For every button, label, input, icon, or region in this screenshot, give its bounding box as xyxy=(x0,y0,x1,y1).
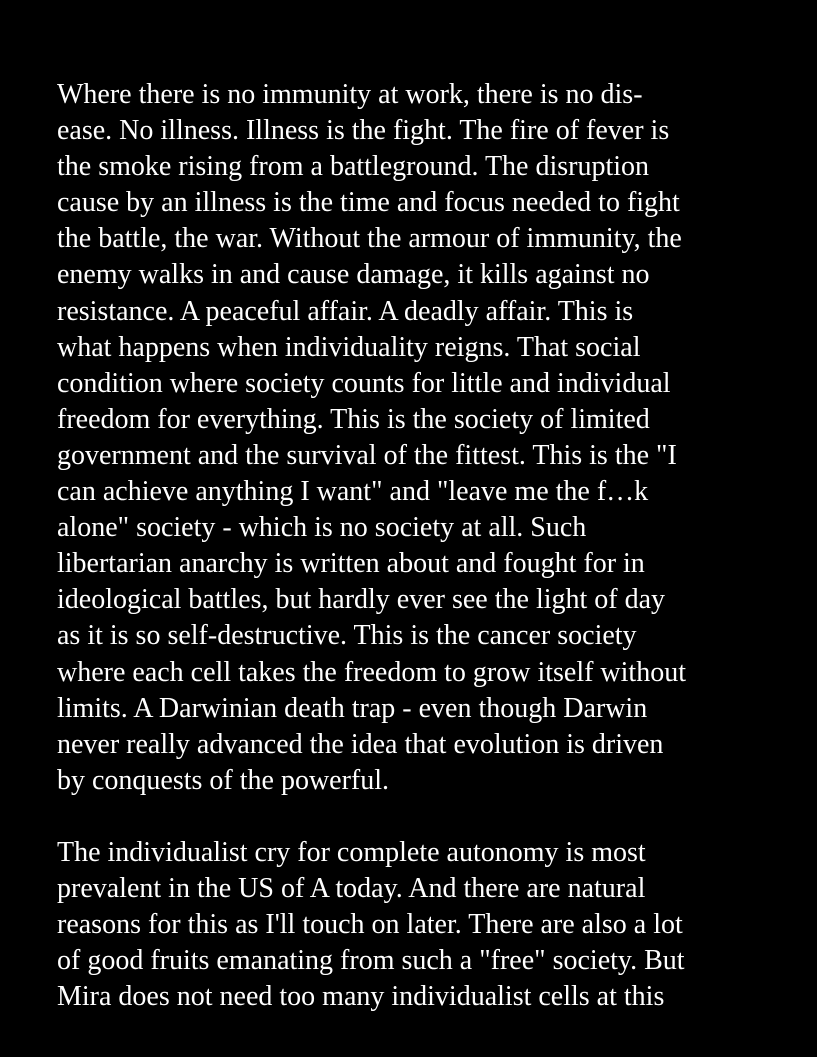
text-line: resistance. A peaceful affair. A deadly affair. This is xyxy=(57,295,634,327)
text-line: can achieve anything I want" and "leave me the f…k xyxy=(57,476,649,508)
text-line: ease. No illness. Illness is the fight. The fire of fever is xyxy=(57,115,670,147)
text-line: by conquests of the powerful. xyxy=(57,764,390,796)
paragraph-1 xyxy=(57,77,773,799)
text-line: condition where society counts for little and individual xyxy=(57,367,671,399)
text-line: where each cell takes the freedom to grow itself without xyxy=(57,656,686,688)
text-line: never really advanced the idea that evolution is driven xyxy=(57,728,664,760)
text-line: The individualist cry for complete autonomy is most xyxy=(57,836,646,868)
text-line: libertarian anarchy is written about and fought for in xyxy=(57,548,645,580)
text-line: Mira does not need too many individualist cells at this xyxy=(57,981,665,1013)
text-line: as it is so self-destructive. This is the cancer society xyxy=(57,620,637,652)
text-line: of good fruits emanating from such a "free" society. But xyxy=(57,945,685,977)
text-line: Where there is no immunity at work, there is no dis- xyxy=(57,79,643,110)
text-line: what happens when individuality reigns. That social xyxy=(57,331,641,363)
text-line: prevalent in the US of A today. And there are natural xyxy=(57,872,646,904)
text-line: cause by an illness is the time and focus needed to fight xyxy=(57,187,680,219)
body-text xyxy=(57,77,773,1015)
paragraph-gap xyxy=(57,799,773,835)
text-line: the smoke rising from a battleground. The disruption xyxy=(57,151,650,183)
text-line: government and the survival of the fittest. This is the "I xyxy=(57,439,677,471)
text-line: enemy walks in and cause damage, it kills against no xyxy=(57,259,650,291)
text-line: alone" society - which is no society at all. Such xyxy=(57,512,587,544)
text-line: the battle, the war. Without the armour of immunity, the xyxy=(57,223,682,255)
text-line: reasons for this as I'll touch on later. There are also a lot xyxy=(57,909,683,941)
text-line: freedom for everything. This is the society of limited xyxy=(57,403,650,435)
text-line: limits. A Darwinian death trap - even though Darwin xyxy=(57,692,648,724)
paragraph-2 xyxy=(57,835,773,1015)
text-line: ideological battles, but hardly ever see the light of day xyxy=(57,584,666,616)
